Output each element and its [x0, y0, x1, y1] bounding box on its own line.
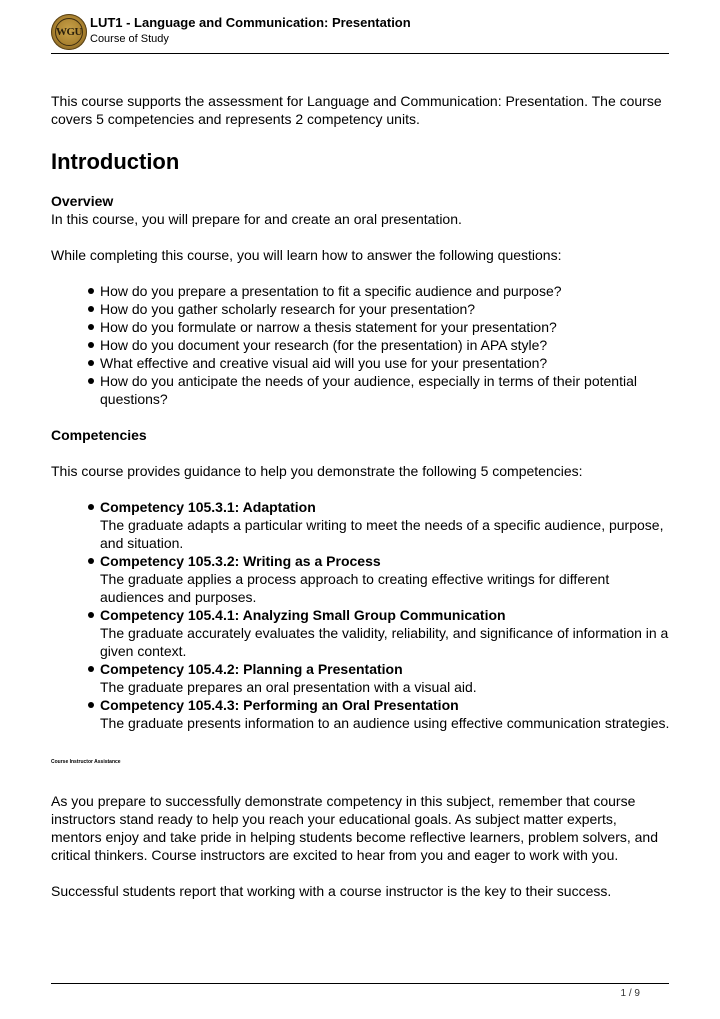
competency-item	[51, 660, 671, 696]
page-number: 1 / 9	[620, 988, 640, 999]
competencies-lead: This course provides guidance to help you demonstrate the following 5 competencies:	[51, 463, 583, 479]
competencies-heading: Competencies	[51, 427, 147, 443]
document-body	[51, 92, 671, 900]
questions-lead: While completing this course, you will learn how to answer the following questions:	[51, 247, 562, 263]
questions-list	[51, 282, 671, 408]
overview-heading: Overview	[51, 193, 114, 209]
course-title: LUT1 - Language and Communication: Presentation	[90, 15, 411, 30]
list-item: How do you anticipate the needs of your audience, especially in terms of their potential questions?	[51, 372, 671, 408]
seal-ring	[55, 18, 83, 46]
list-item: How do you gather scholarly research for your presentation?	[51, 300, 671, 318]
competency-description: The graduate adapts a particular writing to meet the needs of a specific audience, purpose, and situation.	[100, 517, 664, 551]
competency-title: Competency 105.4.2: Planning a Presentation	[100, 661, 403, 677]
list-item: How do you formulate or narrow a thesis statement for your presentation?	[51, 318, 671, 336]
instructor-heading: Course Instructor Assistance	[51, 759, 121, 765]
seal-monogram: WGU	[56, 26, 82, 38]
competency-item	[51, 606, 671, 660]
competency-item	[51, 552, 671, 606]
footer-divider	[51, 983, 669, 984]
competency-title: Competency 105.4.3: Performing an Oral Presentation	[100, 697, 459, 713]
competency-title: Competency 105.3.1: Adaptation	[100, 499, 316, 515]
overview-text: In this course, you will prepare for and create an oral presentation.	[51, 211, 462, 227]
page-header	[51, 14, 669, 54]
instructor-paragraph-2: Successful students report that working with a course instructor is the key to their success.	[51, 883, 612, 899]
competency-description: The graduate applies a process approach to creating effective writings for different audiences and purposes.	[100, 571, 610, 605]
competency-item	[51, 498, 671, 552]
list-item: How do you document your research (for the presentation) in APA style?	[51, 336, 671, 354]
instructor-paragraph-1: As you prepare to successfully demonstrate competency in this subject, remember that course instructors stand ready to help you reach your educational goals. As subject matter experts, mentors enjoy and take pride in helping students become reflective learners, problem solvers, and critical thinkers. Course instructors are excited to hear from you and eager to work with you.	[51, 793, 658, 863]
competency-description: The graduate prepares an oral presentation with a visual aid.	[100, 679, 477, 695]
competency-description: The graduate presents information to an audience using effective communication strategies.	[100, 715, 670, 731]
intro-paragraph: This course supports the assessment for Language and Communication: Presentation. The course covers 5 competencies and represents 2 competency units.	[51, 93, 662, 127]
university-seal-logo	[51, 14, 87, 50]
header-divider	[51, 53, 669, 54]
course-subtitle: Course of Study	[90, 33, 169, 45]
competency-title: Competency 105.3.2: Writing as a Process	[100, 553, 381, 569]
competency-description: The graduate accurately evaluates the validity, reliability, and significance of information in a given context.	[100, 625, 669, 659]
list-item: How do you prepare a presentation to fit a specific audience and purpose?	[51, 282, 671, 300]
competency-item	[51, 696, 671, 732]
competencies-list	[51, 498, 671, 732]
introduction-heading: Introduction	[51, 149, 180, 174]
list-item: What effective and creative visual aid will you use for your presentation?	[51, 354, 671, 372]
competency-title: Competency 105.4.1: Analyzing Small Group Communication	[100, 607, 506, 623]
